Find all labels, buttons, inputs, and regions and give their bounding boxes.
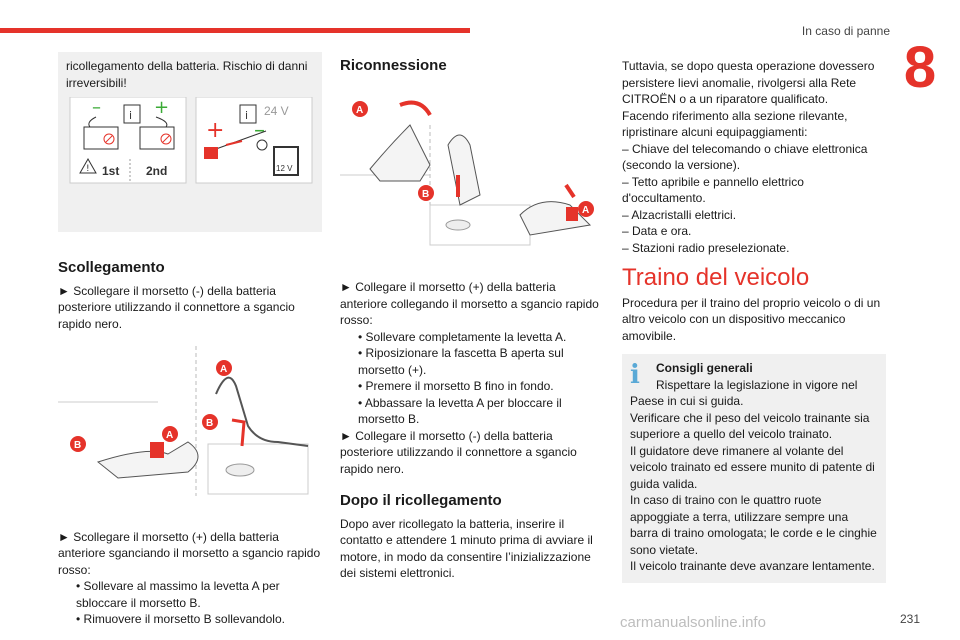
chapter-number: 8: [903, 35, 937, 100]
svg-text:A: A: [166, 430, 174, 441]
svg-text:+: +: [154, 97, 170, 118]
equip-item-2: – Tetto apribile e pannello elettrico d'occultamento.: [622, 174, 804, 205]
info-line-1: Rispettare la legislazione in vigore nel Paese in cui si guida.: [630, 377, 858, 408]
equip-item-5: – Stazioni radio preselezionate.: [622, 240, 790, 255]
label-24v: 24 V: [264, 104, 289, 118]
riconnessione-bullet-3: • Premere il morsetto B fino in fondo.: [358, 379, 554, 393]
warning-box: [58, 52, 322, 232]
equip-item-3: – Alzacristalli elettrici.: [622, 207, 737, 222]
ripristino-text: Facendo riferimento alla sezione rilevante, ripristinare alcuni equipaggiamenti:: [622, 108, 848, 139]
equip-item-4: – Data e ora.: [622, 224, 692, 238]
svg-text:+: +: [206, 118, 225, 143]
svg-text:–: –: [254, 118, 265, 143]
top-accent-bar: [0, 28, 470, 33]
column-3: [622, 58, 886, 583]
info-line-5: Il veicolo trainante deve avanzare lentamente.: [630, 559, 875, 573]
svg-text:i: i: [129, 109, 133, 122]
scollegamento-bullet-1: • Sollevare al massimo la levetta A per sbloccare il morsetto B.: [76, 579, 280, 610]
anomalie-text: Tuttavia, se dopo questa operazione dovessero persistere lievi anomalie, rivolgersi alla Rete CITROËN o a un riparatore qualificato.: [622, 59, 875, 106]
scollegamento-bullet-2: • Rimuovere il morsetto B sollevandolo.: [76, 612, 285, 626]
label-2nd: 2nd: [146, 164, 168, 178]
traino-intro: Procedura per il traino del proprio veicolo o di un altro veicolo con un dispositivo meccanico amovibile.: [622, 295, 881, 343]
riconnessione-bullet-2: • Riposizionare la fascetta B aperta sul morsetto (+).: [358, 346, 564, 377]
riconnessione-bullet-4: • Abbassare la levetta A per bloccare il morsetto B.: [358, 395, 562, 426]
column-2: [340, 58, 604, 582]
section-title: In caso di panne: [801, 24, 890, 38]
heading-scollegamento: Scollegamento: [58, 259, 165, 276]
svg-text:A: A: [356, 104, 364, 116]
reconnect-clamp-figure: [340, 85, 604, 265]
svg-text:B: B: [74, 440, 82, 451]
scollegamento-step-1: ► Scollegare il morsetto (-) della batteria posteriore utilizzando il connettore a sgancio rapido nero.: [58, 283, 295, 331]
info-line-3: Il guidatore deve rimanere al volante del veicolo trainato ed essere munito di patente di guida valida.: [630, 443, 875, 491]
disconnect-clamp-figure: [58, 346, 322, 506]
svg-text:i: i: [245, 109, 249, 122]
label-1st: 1st: [102, 164, 120, 178]
label-12v: 12 V: [276, 164, 293, 173]
scollegamento-step-2: ► Scollegare il morsetto (+) della batteria anteriore sganciando il morsetto a sgancio rapido rosso:: [58, 529, 321, 577]
watermark: carmanualsonline.info: [620, 614, 766, 631]
svg-text:B: B: [422, 188, 430, 200]
battery-diagram: [66, 97, 314, 187]
info-title: Consigli generali: [656, 361, 753, 375]
heading-traino: Traino del veicolo: [622, 264, 810, 291]
info-line-4: In caso di traino con le quattro ruote appoggiate a terra, utilizzare sempre una barra di traino omologata; le corde e le cinghie sono vietate.: [630, 493, 877, 557]
riconnessione-bullet-1: • Sollevare completamente la levetta A.: [358, 329, 567, 344]
page-number: 231: [899, 612, 920, 626]
riconnessione-step-1: ► Collegare il morsetto (+) della batteria anteriore collegando il morsetto a sgancio rapido rosso:: [340, 280, 599, 327]
heading-riconnessione: Riconnessione: [340, 57, 447, 74]
svg-text:B: B: [206, 418, 214, 429]
svg-text:A: A: [582, 204, 590, 216]
info-box: [622, 354, 886, 583]
svg-text:!: !: [86, 164, 90, 174]
label-A-top-text: A: [220, 364, 228, 375]
dopo-ricollegamento-text: Dopo aver ricollegato la batteria, inserire il contatto e attendere 1 minuto prima di avviare il motore, in modo da consentire l’inizializzazione dei sistemi elettronici.: [340, 516, 593, 580]
column-1: [58, 52, 322, 628]
equip-item-1: – Chiave del telecomando o chiave elettronica (secondo la versione).: [622, 141, 868, 172]
riconnessione-step-2: ► Collegare il morsetto (-) della batteria posteriore utilizzando il connettore a sgancio rapido nero.: [340, 428, 577, 476]
warning-text: ricollegamento della batteria. Rischio di danni irreversibili!: [66, 59, 308, 90]
info-icon: i: [630, 360, 640, 390]
svg-text:–: –: [92, 97, 101, 118]
info-line-2: Verificare che il peso del veicolo trainante sia superiore a quello del veicolo trainato.: [630, 410, 870, 441]
heading-dopo-ricollegamento: Dopo il ricollegamento: [340, 492, 502, 509]
